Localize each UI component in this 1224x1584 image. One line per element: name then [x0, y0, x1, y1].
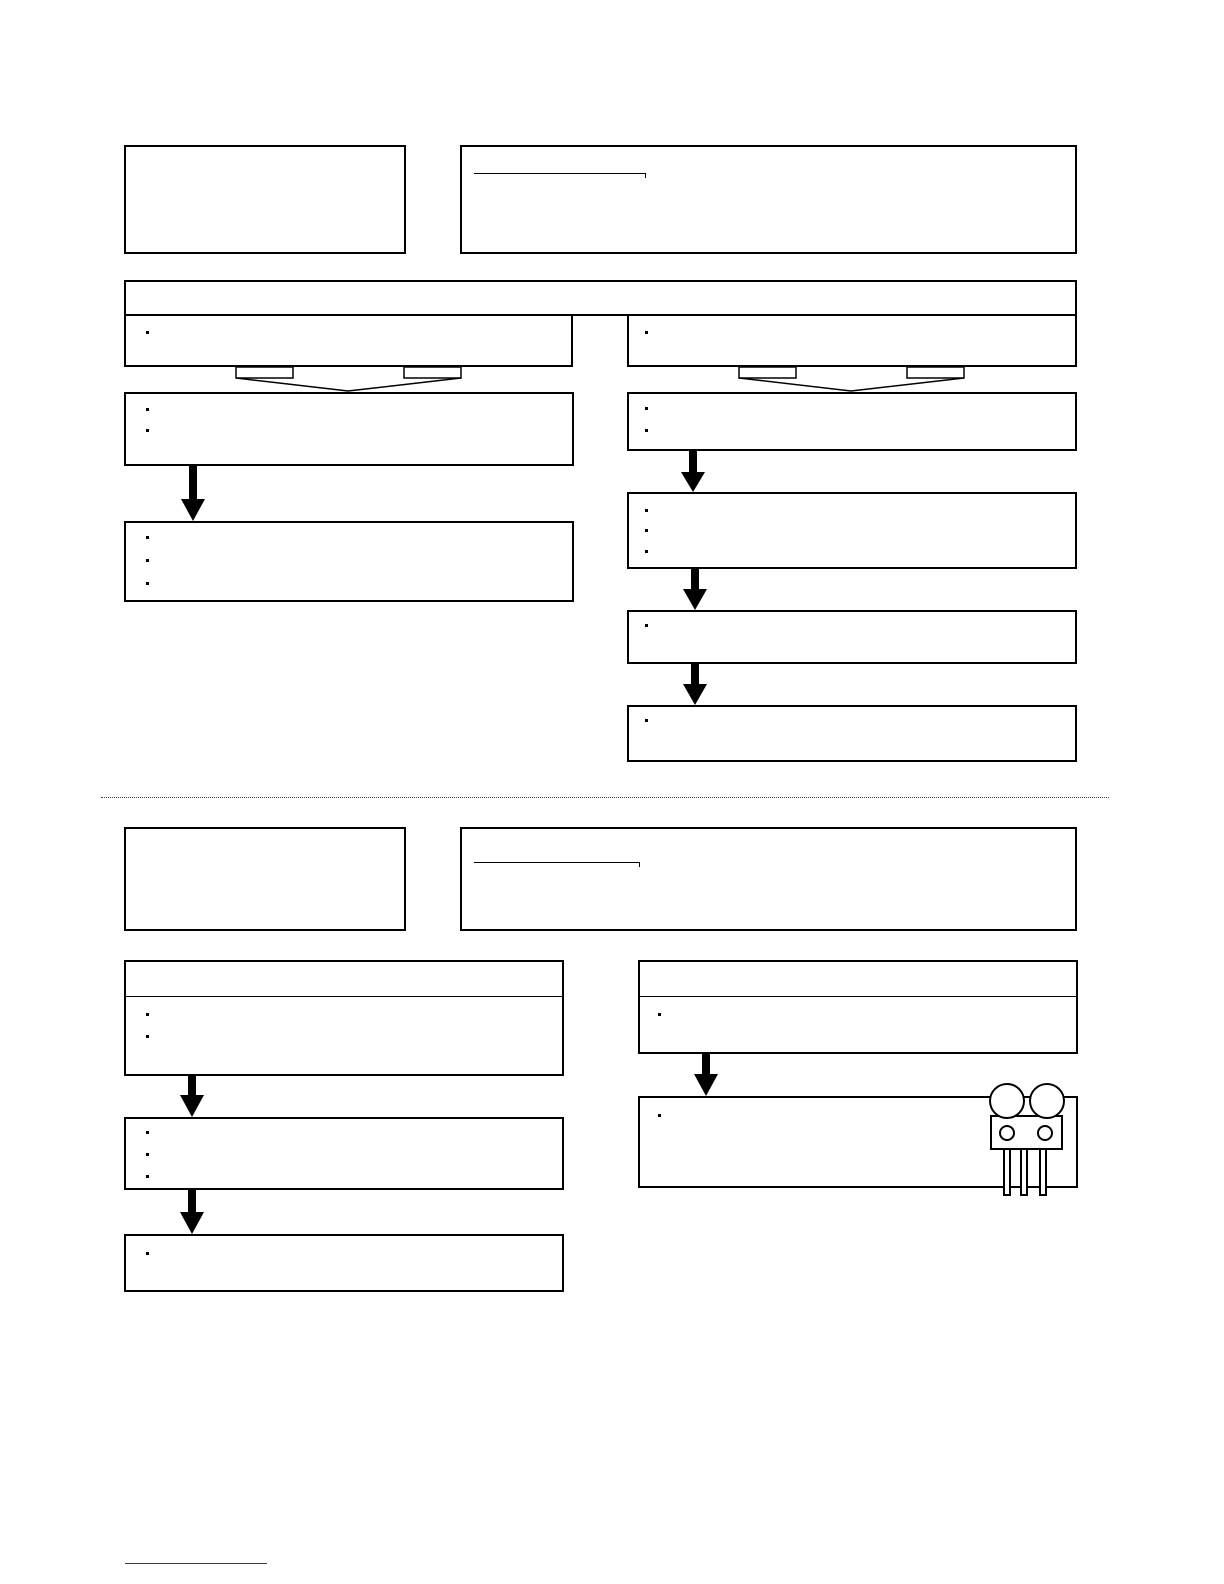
- arrow-down-s1-right-3: [683, 664, 707, 705]
- arrow-down-s1-right-2: [683, 569, 707, 610]
- arrow-down-s1-right-1: [681, 451, 705, 492]
- arrow-down-s1-left-1: [181, 466, 205, 521]
- arrow-down-s2-left-1: [180, 1076, 204, 1117]
- funnel-connector-right: [739, 367, 964, 391]
- arrow-down-s2-left-2: [180, 1190, 204, 1234]
- funnel-connector-left: [236, 367, 461, 391]
- arrow-down-s2-right-1: [694, 1054, 718, 1096]
- manifold-gauge-icon: [990, 1084, 1064, 1195]
- footer-rule: [125, 1563, 267, 1564]
